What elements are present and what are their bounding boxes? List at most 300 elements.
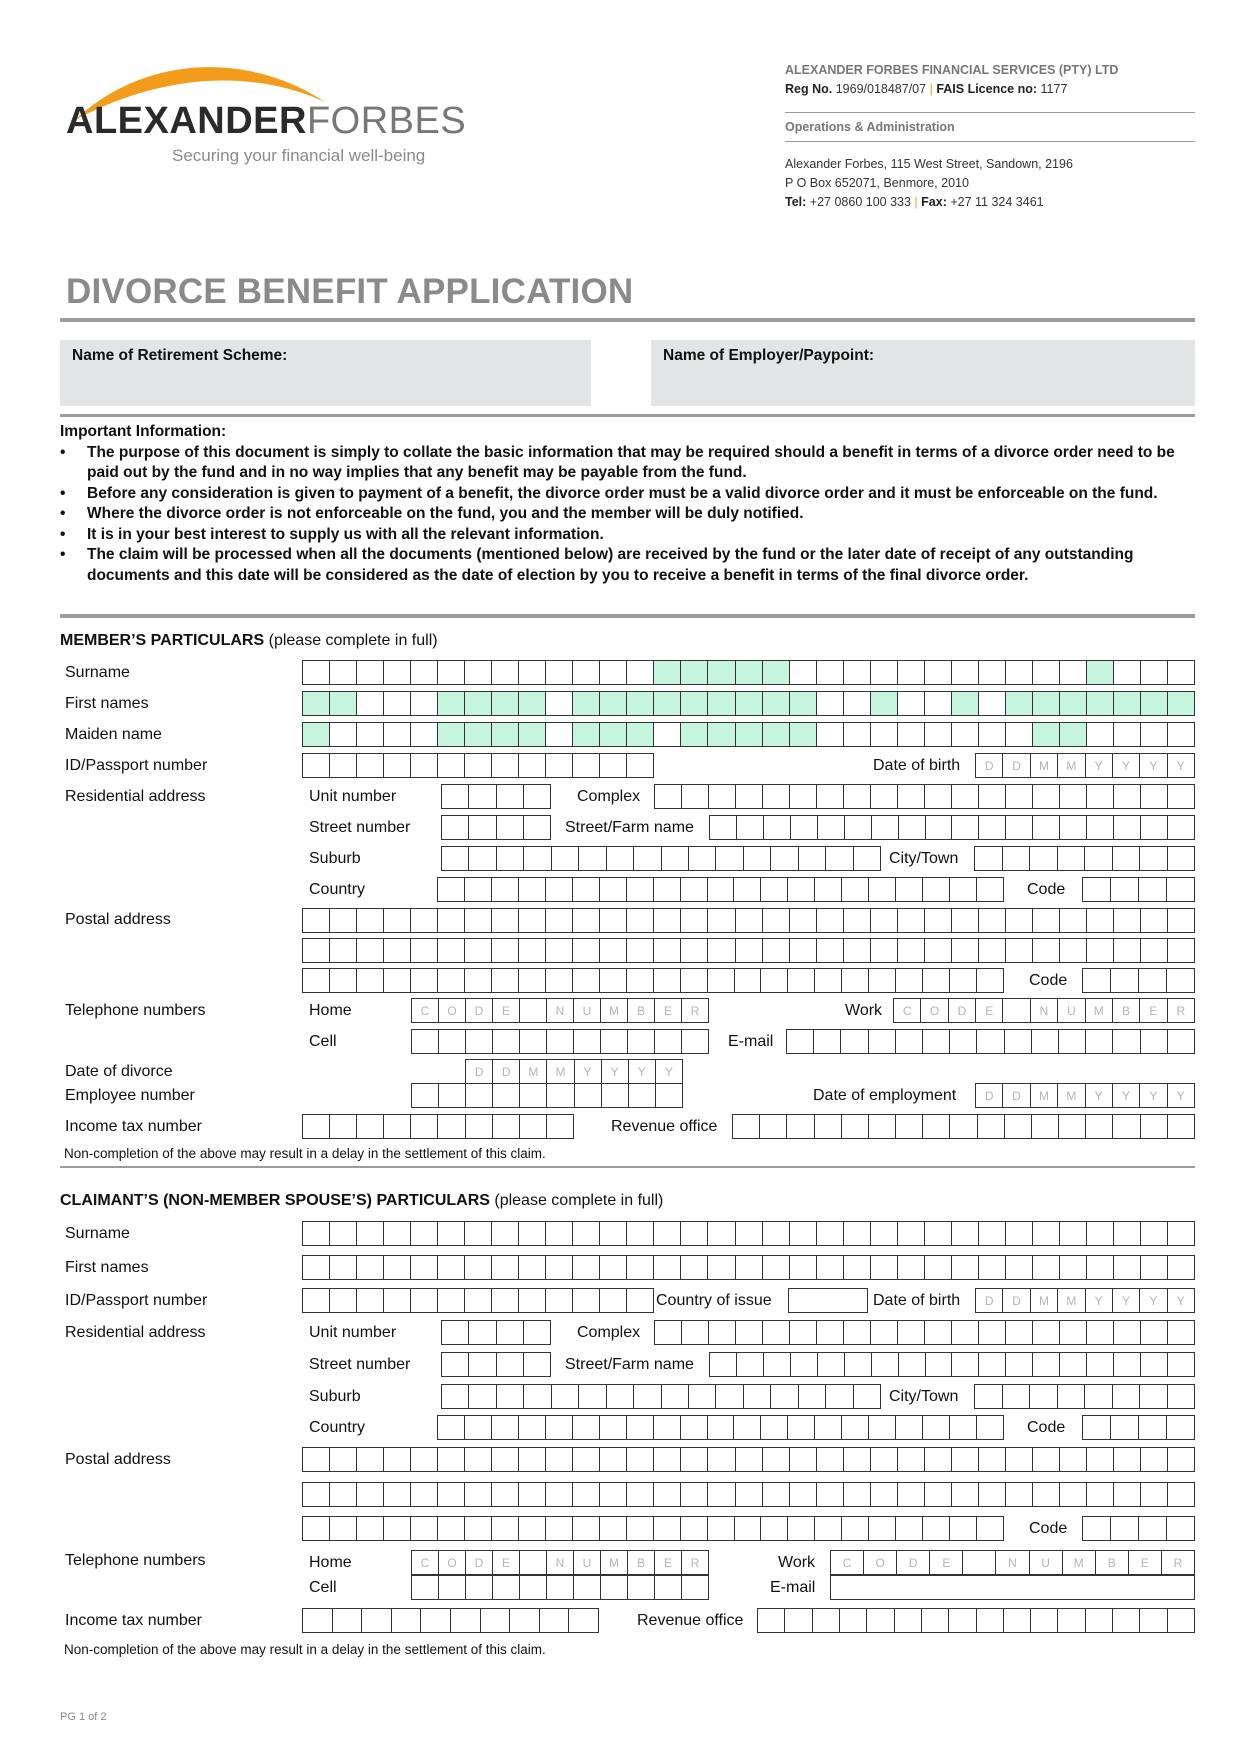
char-box[interactable] — [391, 1609, 421, 1632]
char-box[interactable] — [1167, 909, 1194, 932]
char-box[interactable]: O — [863, 1551, 896, 1574]
char-box[interactable] — [843, 939, 870, 962]
char-box[interactable] — [897, 661, 924, 684]
char-box[interactable] — [1005, 1321, 1032, 1344]
char-box[interactable] — [708, 1321, 735, 1344]
char-box[interactable] — [1004, 1030, 1031, 1053]
char-box[interactable] — [814, 878, 841, 901]
char-box[interactable] — [1003, 1609, 1030, 1632]
char-box[interactable]: Y — [1112, 754, 1139, 777]
char-box[interactable] — [356, 754, 383, 777]
char-box[interactable] — [491, 1256, 518, 1279]
char-box[interactable] — [329, 1222, 356, 1245]
char-box[interactable] — [599, 1222, 626, 1245]
char-box[interactable] — [303, 1115, 329, 1138]
char-box[interactable] — [1086, 939, 1113, 962]
char-box[interactable] — [1086, 1256, 1113, 1279]
char-box[interactable] — [551, 847, 578, 870]
char-box[interactable] — [1086, 692, 1113, 715]
char-box[interactable] — [1113, 1222, 1140, 1245]
revenue-office-boxes[interactable] — [732, 1114, 1195, 1139]
char-box[interactable] — [491, 1289, 518, 1312]
char-box[interactable] — [545, 1448, 572, 1471]
char-box[interactable] — [1113, 1256, 1140, 1279]
char-box[interactable] — [496, 1321, 523, 1344]
char-box[interactable] — [1112, 1385, 1140, 1408]
char-box[interactable] — [789, 909, 816, 932]
char-box[interactable] — [437, 1448, 464, 1471]
char-box[interactable] — [545, 909, 572, 932]
char-box[interactable] — [816, 1321, 843, 1344]
char-box[interactable] — [496, 785, 523, 808]
char-box[interactable] — [1005, 1353, 1032, 1376]
char-box[interactable] — [356, 723, 383, 746]
char-box[interactable] — [468, 1353, 495, 1376]
char-box[interactable] — [655, 1321, 681, 1344]
char-box[interactable] — [948, 1609, 975, 1632]
char-box[interactable]: Y — [1167, 754, 1194, 777]
char-box[interactable] — [978, 692, 1005, 715]
char-box[interactable] — [1113, 909, 1140, 932]
char-box[interactable] — [843, 723, 870, 746]
char-box[interactable] — [653, 1222, 680, 1245]
char-box[interactable]: U — [573, 1551, 600, 1574]
char-box[interactable] — [762, 909, 789, 932]
char-box[interactable] — [1086, 1353, 1113, 1376]
char-box[interactable] — [921, 1609, 948, 1632]
char-box[interactable] — [680, 1222, 707, 1245]
char-box[interactable] — [770, 1385, 797, 1408]
char-box[interactable] — [1167, 1483, 1194, 1506]
char-box[interactable] — [1032, 816, 1059, 839]
char-box[interactable] — [303, 939, 329, 962]
char-box[interactable] — [1140, 723, 1167, 746]
char-box[interactable] — [653, 1256, 680, 1279]
char-box[interactable] — [626, 692, 653, 715]
char-box[interactable]: M — [1030, 754, 1057, 777]
char-box[interactable] — [1005, 692, 1032, 715]
char-box[interactable] — [1057, 1609, 1084, 1632]
char-box[interactable] — [735, 1256, 762, 1279]
char-box[interactable] — [1031, 1115, 1058, 1138]
char-box[interactable] — [707, 969, 734, 992]
char-box[interactable] — [303, 754, 329, 777]
char-box[interactable] — [1058, 1115, 1085, 1138]
char-box[interactable] — [871, 816, 898, 839]
char-box[interactable] — [1166, 1416, 1194, 1439]
char-box[interactable] — [897, 1222, 924, 1245]
char-box[interactable] — [814, 969, 841, 992]
char-box[interactable] — [303, 1448, 329, 1471]
char-box[interactable] — [895, 1115, 922, 1138]
char-box[interactable] — [790, 1353, 817, 1376]
char-box[interactable]: M — [1085, 999, 1112, 1022]
char-box[interactable] — [816, 1483, 843, 1506]
char-box[interactable] — [817, 1353, 844, 1376]
first-names-boxes[interactable] — [302, 691, 1195, 716]
char-box[interactable] — [897, 939, 924, 962]
char-box[interactable] — [410, 692, 437, 715]
char-box[interactable] — [383, 1517, 410, 1540]
char-box[interactable] — [925, 1353, 952, 1376]
char-box[interactable] — [410, 969, 437, 992]
char-box[interactable] — [329, 1289, 356, 1312]
char-box[interactable] — [599, 1517, 626, 1540]
char-box[interactable] — [680, 909, 707, 932]
char-box[interactable]: O — [438, 1551, 465, 1574]
char-box[interactable] — [356, 1517, 383, 1540]
char-box[interactable] — [383, 754, 410, 777]
char-box[interactable] — [523, 1385, 550, 1408]
char-box[interactable] — [438, 1416, 464, 1439]
char-box[interactable] — [762, 661, 789, 684]
char-box[interactable] — [978, 661, 1005, 684]
char-box[interactable] — [786, 1115, 813, 1138]
char-box[interactable] — [1138, 1517, 1166, 1540]
char-box[interactable] — [762, 1256, 789, 1279]
char-box[interactable] — [735, 939, 762, 962]
char-box[interactable] — [626, 661, 653, 684]
char-box[interactable]: N — [546, 1551, 573, 1574]
char-box[interactable] — [759, 1115, 786, 1138]
char-box[interactable] — [523, 816, 550, 839]
char-box[interactable]: Y — [1167, 1084, 1194, 1107]
char-box[interactable] — [680, 939, 707, 962]
char-box[interactable] — [1086, 1321, 1113, 1344]
char-box[interactable] — [1057, 847, 1085, 870]
char-box[interactable] — [468, 847, 495, 870]
char-box[interactable]: R — [1161, 1551, 1194, 1574]
char-box[interactable] — [976, 1517, 1003, 1540]
char-box[interactable] — [1167, 816, 1194, 839]
char-box[interactable] — [1113, 661, 1140, 684]
char-box[interactable] — [790, 816, 817, 839]
char-box[interactable] — [492, 1030, 519, 1053]
char-box[interactable]: Y — [655, 1060, 682, 1083]
char-box[interactable] — [1057, 1385, 1085, 1408]
char-box[interactable] — [922, 1030, 949, 1053]
char-box[interactable] — [816, 785, 843, 808]
char-box[interactable] — [383, 1222, 410, 1245]
char-box[interactable] — [680, 969, 707, 992]
char-box[interactable] — [464, 723, 491, 746]
char-box[interactable] — [1029, 847, 1057, 870]
char-box[interactable]: D — [1002, 1084, 1029, 1107]
char-box[interactable] — [464, 1483, 491, 1506]
char-box[interactable]: E — [1128, 1551, 1161, 1574]
char-box[interactable] — [519, 1551, 546, 1574]
char-box[interactable] — [628, 1084, 655, 1107]
char-box[interactable] — [568, 1609, 598, 1632]
char-box[interactable] — [868, 1030, 895, 1053]
char-box[interactable]: B — [627, 1551, 654, 1574]
char-box[interactable] — [978, 816, 1005, 839]
country-issue-field[interactable] — [788, 1288, 868, 1313]
char-box[interactable] — [518, 1517, 545, 1540]
char-box[interactable] — [442, 1385, 468, 1408]
char-box[interactable] — [600, 1576, 627, 1599]
char-box[interactable] — [551, 1385, 578, 1408]
char-box[interactable] — [1059, 785, 1086, 808]
char-box[interactable] — [468, 785, 495, 808]
char-box[interactable] — [599, 1289, 626, 1312]
char-box[interactable] — [951, 785, 978, 808]
street-number-boxes[interactable] — [441, 815, 551, 840]
char-box[interactable] — [762, 1448, 789, 1471]
char-box[interactable] — [1167, 1448, 1194, 1471]
street-farm-boxes[interactable] — [709, 1352, 1195, 1377]
char-box[interactable] — [1086, 1222, 1113, 1245]
char-box[interactable] — [1032, 1222, 1059, 1245]
char-box[interactable] — [1166, 878, 1194, 901]
char-box[interactable] — [1112, 847, 1140, 870]
char-box[interactable] — [518, 969, 545, 992]
char-box[interactable] — [734, 969, 761, 992]
char-box[interactable] — [680, 692, 707, 715]
char-box[interactable] — [1059, 692, 1086, 715]
char-box[interactable] — [442, 816, 468, 839]
char-box[interactable] — [491, 878, 518, 901]
char-box[interactable] — [843, 785, 870, 808]
street-number-boxes[interactable] — [441, 1352, 551, 1377]
char-box[interactable]: E — [492, 1551, 519, 1574]
char-box[interactable] — [572, 1448, 599, 1471]
char-box[interactable] — [1140, 1483, 1167, 1506]
char-box[interactable] — [762, 692, 789, 715]
char-box[interactable] — [895, 1416, 922, 1439]
char-box[interactable] — [1005, 909, 1032, 932]
char-box[interactable] — [1110, 878, 1138, 901]
char-box[interactable] — [897, 1321, 924, 1344]
char-box[interactable] — [707, 909, 734, 932]
char-box[interactable] — [816, 1222, 843, 1245]
char-box[interactable] — [356, 1222, 383, 1245]
char-box[interactable] — [465, 1084, 492, 1107]
char-box[interactable]: B — [1112, 999, 1139, 1022]
char-box[interactable] — [770, 847, 797, 870]
char-box[interactable] — [480, 1609, 510, 1632]
street-farm-boxes[interactable] — [709, 815, 1195, 840]
char-box[interactable] — [626, 1289, 653, 1312]
email-boxes[interactable] — [786, 1029, 1195, 1054]
char-box[interactable] — [518, 939, 545, 962]
char-box[interactable] — [789, 1448, 816, 1471]
char-box[interactable]: M — [1057, 1289, 1084, 1312]
char-box[interactable] — [843, 1448, 870, 1471]
char-box[interactable] — [572, 969, 599, 992]
char-box[interactable] — [1032, 1321, 1059, 1344]
char-box[interactable] — [951, 723, 978, 746]
char-box[interactable] — [762, 723, 789, 746]
scheme-field[interactable] — [60, 340, 591, 406]
char-box[interactable] — [735, 785, 762, 808]
char-box[interactable] — [734, 1517, 761, 1540]
char-box[interactable] — [653, 692, 680, 715]
char-box[interactable] — [464, 692, 491, 715]
char-box[interactable] — [735, 1448, 762, 1471]
char-box[interactable] — [1002, 999, 1029, 1022]
char-box[interactable]: O — [438, 999, 465, 1022]
char-box[interactable]: Y — [628, 1060, 655, 1083]
char-box[interactable] — [599, 1448, 626, 1471]
char-box[interactable] — [599, 1416, 626, 1439]
char-box[interactable] — [412, 1576, 438, 1599]
income-tax-boxes[interactable] — [302, 1608, 599, 1633]
char-box[interactable]: N — [995, 1551, 1028, 1574]
char-box[interactable] — [356, 1483, 383, 1506]
char-box[interactable] — [442, 785, 468, 808]
char-box[interactable] — [464, 754, 491, 777]
char-box[interactable] — [870, 1222, 897, 1245]
char-box[interactable] — [655, 1084, 682, 1107]
char-box[interactable] — [573, 1576, 600, 1599]
char-box[interactable] — [599, 692, 626, 715]
char-box[interactable] — [922, 1416, 949, 1439]
char-box[interactable] — [601, 1084, 628, 1107]
char-box[interactable] — [1167, 1353, 1194, 1376]
char-box[interactable] — [1138, 1416, 1166, 1439]
char-box[interactable] — [707, 692, 734, 715]
char-box[interactable] — [1140, 661, 1167, 684]
char-box[interactable] — [329, 1115, 356, 1138]
char-box[interactable] — [599, 661, 626, 684]
char-box[interactable] — [707, 939, 734, 962]
char-box[interactable] — [707, 1256, 734, 1279]
char-box[interactable] — [841, 1115, 868, 1138]
char-box[interactable] — [1032, 1353, 1059, 1376]
char-box[interactable] — [633, 1385, 660, 1408]
char-box[interactable] — [1032, 723, 1059, 746]
char-box[interactable] — [1005, 1256, 1032, 1279]
char-box[interactable]: E — [1139, 999, 1166, 1022]
char-box[interactable] — [545, 1517, 572, 1540]
char-box[interactable]: B — [1095, 1551, 1128, 1574]
char-box[interactable] — [383, 969, 410, 992]
char-box[interactable] — [1113, 692, 1140, 715]
char-box[interactable] — [763, 1353, 790, 1376]
char-box[interactable] — [491, 692, 518, 715]
char-box[interactable]: E — [975, 999, 1002, 1022]
char-box[interactable] — [410, 1222, 437, 1245]
char-box[interactable] — [743, 1385, 770, 1408]
char-box[interactable] — [871, 1353, 898, 1376]
char-box[interactable] — [626, 1448, 653, 1471]
char-box[interactable] — [437, 939, 464, 962]
char-box[interactable] — [825, 847, 852, 870]
char-box[interactable]: M — [600, 999, 627, 1022]
char-box[interactable]: D — [896, 1551, 929, 1574]
char-box[interactable] — [437, 692, 464, 715]
char-box[interactable] — [897, 1483, 924, 1506]
char-box[interactable] — [1005, 661, 1032, 684]
char-box[interactable]: Y — [1112, 1084, 1139, 1107]
char-box[interactable] — [303, 1483, 329, 1506]
char-box[interactable] — [681, 1576, 708, 1599]
char-box[interactable] — [1139, 1609, 1166, 1632]
char-box[interactable] — [1113, 1353, 1140, 1376]
char-box[interactable] — [1059, 1353, 1086, 1376]
char-box[interactable] — [1085, 1030, 1112, 1053]
char-box[interactable] — [653, 878, 680, 901]
char-box[interactable] — [437, 1483, 464, 1506]
char-box[interactable] — [895, 878, 922, 901]
char-box[interactable] — [491, 1483, 518, 1506]
char-box[interactable] — [519, 999, 546, 1022]
char-box[interactable] — [951, 909, 978, 932]
char-box[interactable] — [410, 661, 437, 684]
char-box[interactable]: C — [842, 1555, 852, 1570]
char-box[interactable] — [1138, 878, 1166, 901]
char-box[interactable] — [329, 692, 356, 715]
char-box[interactable] — [843, 661, 870, 684]
char-box[interactable] — [653, 1448, 680, 1471]
char-box[interactable] — [1140, 816, 1167, 839]
char-box[interactable] — [519, 1030, 546, 1053]
char-box[interactable] — [978, 1353, 1005, 1376]
char-box[interactable]: E — [654, 1551, 681, 1574]
surname-boxes[interactable] — [302, 660, 1195, 685]
char-box[interactable] — [1167, 1115, 1194, 1138]
dob-boxes[interactable] — [975, 753, 1195, 778]
char-box[interactable] — [825, 1385, 852, 1408]
char-box[interactable] — [924, 1448, 951, 1471]
char-box[interactable] — [545, 878, 572, 901]
char-box[interactable] — [1140, 1030, 1167, 1053]
char-box[interactable] — [924, 1256, 951, 1279]
char-box[interactable] — [545, 1416, 572, 1439]
char-box[interactable] — [1140, 1353, 1167, 1376]
char-box[interactable] — [978, 909, 1005, 932]
char-box[interactable] — [814, 1517, 841, 1540]
postal-line2-boxes[interactable] — [302, 1482, 1195, 1507]
char-box[interactable] — [578, 847, 605, 870]
employer-field[interactable] — [651, 340, 1195, 406]
char-box[interactable] — [491, 1517, 518, 1540]
char-box[interactable] — [303, 1609, 332, 1632]
char-box[interactable] — [1167, 847, 1195, 870]
employment-date-boxes[interactable] — [975, 1083, 1195, 1108]
char-box[interactable] — [735, 1483, 762, 1506]
char-box[interactable] — [866, 1609, 893, 1632]
first-names-boxes[interactable] — [302, 1255, 1195, 1280]
char-box[interactable] — [491, 661, 518, 684]
dob-boxes[interactable] — [975, 1288, 1195, 1313]
char-box[interactable] — [546, 1084, 573, 1107]
char-box[interactable] — [870, 723, 897, 746]
char-box[interactable] — [410, 1289, 437, 1312]
char-box[interactable] — [626, 1256, 653, 1279]
work-phone-boxes[interactable] — [830, 1550, 1195, 1575]
char-box[interactable] — [1005, 1448, 1032, 1471]
divorce-date-boxes[interactable] — [465, 1059, 683, 1084]
char-box[interactable] — [1030, 1609, 1057, 1632]
char-box[interactable] — [468, 816, 495, 839]
char-box[interactable] — [383, 939, 410, 962]
char-box[interactable] — [1167, 939, 1194, 962]
char-box[interactable] — [1059, 1483, 1086, 1506]
char-box[interactable] — [546, 1576, 573, 1599]
char-box[interactable] — [1086, 1448, 1113, 1471]
char-box[interactable] — [870, 1483, 897, 1506]
char-box[interactable] — [868, 969, 895, 992]
char-box[interactable] — [329, 661, 356, 684]
char-box[interactable] — [356, 1256, 383, 1279]
char-box[interactable] — [653, 939, 680, 962]
char-box[interactable] — [817, 816, 844, 839]
char-box[interactable] — [600, 1030, 627, 1053]
code-boxes[interactable] — [1082, 1415, 1195, 1440]
char-box[interactable] — [383, 723, 410, 746]
